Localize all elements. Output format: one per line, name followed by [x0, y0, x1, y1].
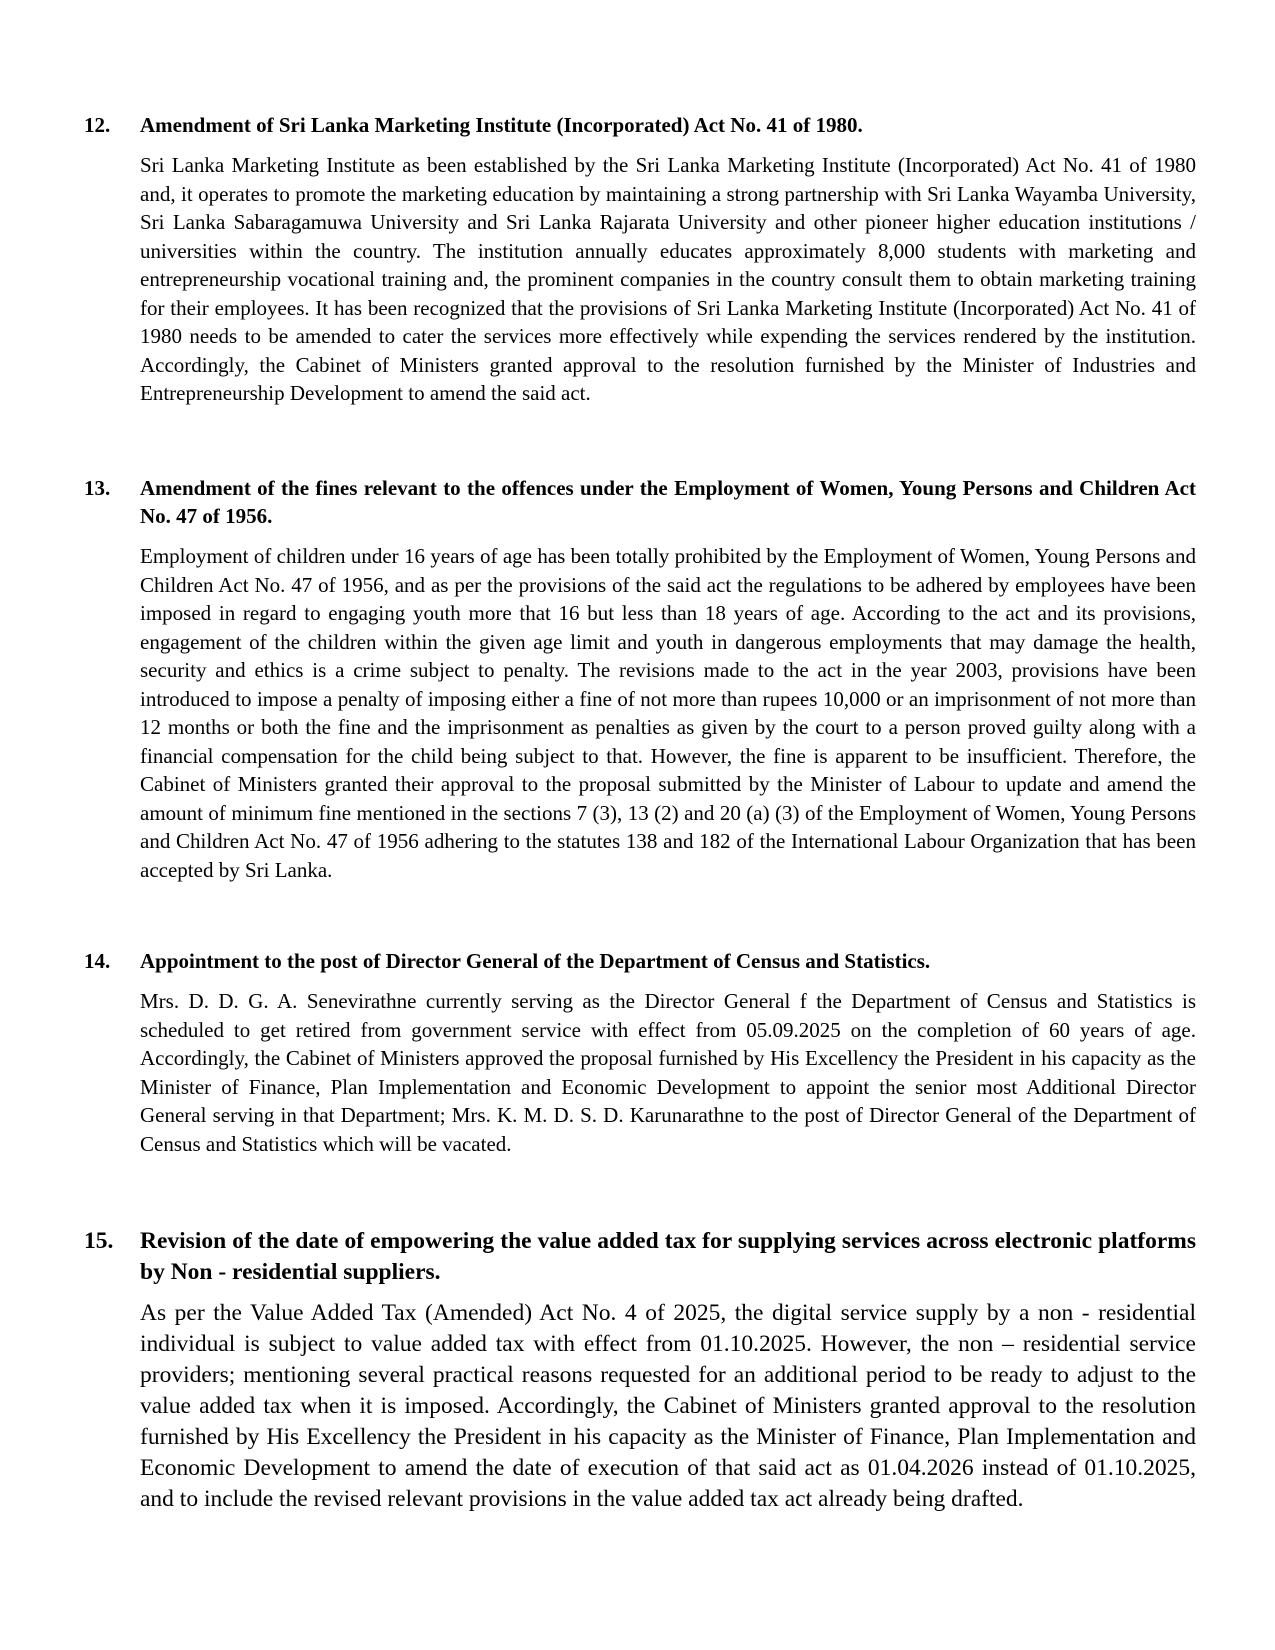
section-number: 12. [84, 113, 111, 137]
section-title: Amendment of the fines relevant to the offences under the Employment of Women, Young Persons and Children Act No. 47 of 1956. [140, 476, 1196, 528]
section-number: 13. [84, 476, 111, 500]
decision-section-14 [84, 947, 1196, 1158]
section-number: 15. [84, 1228, 114, 1254]
section-number: 14. [84, 949, 111, 973]
section-body: Employment of children under 16 years of age has been totally prohibited by the Employment of Women, Young Persons and Children Act No. 47 of 1956, and as per the provisions of the said act the regulations to be adhered by employees have been imposed in regard to engaging youth more that 16 but less than 18 years of age. According to the act and its provisions, engagement of the children within the given age limit and youth in dangerous employments that may damage the health, security and ethics is a crime subject to penalty. The revisions made to the act in the year 2003, provisions have been introduced to impose a penalty of imposing either a fine of not more than rupees 10,000 or an imprisonment of not more than 12 months or both the fine and the imprisonment as penalties as given by the court to a person proved guilty along with a financial compensation for the child being subject to that. However, the fine is apparent to be insufficient. Therefore, the Cabinet of Ministers granted their approval to the proposal submitted by the Minister of Labour to update and amend the amount of minimum fine mentioned in the sections 7 (3), 13 (2) and 20 (a) (3) of the Employment of Women, Young Persons and Children Act No. 47 of 1956 adhering to the statutes 138 and 182 of the International Labour Organization that has been accepted by Sri Lanka. [140, 544, 1196, 882]
section-body: As per the Value Added Tax (Amended) Act No. 4 of 2025, the digital service supply by a non - residential individual is subject to value added tax with effect from 01.10.2025. However, the non – residential service providers; mentioning several practical reasons requested for an additional period to be ready to adjust to the value added tax when it is imposed. Accordingly, the Cabinet of Ministers granted approval to the resolution furnished by His Excellency the President in his capacity as the Minister of Finance, Plan Implementation and Economic Development to amend the date of execution of that said act as 01.04.2026 instead of 01.10.2025, and to include the revised relevant provisions in the value added tax act already being drafted. [140, 1300, 1196, 1512]
decision-section-13 [84, 474, 1196, 884]
section-heading [84, 947, 1196, 975]
section-title: Revision of the date of empowering the value added tax for supplying services across electronic platforms by Non - residential suppliers. [140, 1228, 1196, 1285]
section-heading [84, 474, 1196, 530]
section-body: Sri Lanka Marketing Institute as been established by the Sri Lanka Marketing Institute (Incorporated) Act No. 41 of 1980 and, it operates to promote the marketing education by maintaining a strong partnership with Sri Lanka Wayamba University, Sri Lanka Sabaragamuwa University and Sri Lanka Rajarata University and other pioneer higher education institutions / universities within the country. The institution annually educates approximately 8,000 students with marketing and entrepreneurship vocational training and, the prominent companies in the country consult them to obtain marketing training for their employees. It has been recognized that the provisions of Sri Lanka Marketing Institute (Incorporated) Act No. 41 of 1980 needs to be amended to cater the services more effectively while expending the services rendered by the institution. Accordingly, the Cabinet of Ministers granted approval to the resolution furnished by the Minister of Industries and Entrepreneurship Development to amend the said act. [140, 153, 1196, 405]
section-heading [84, 1226, 1196, 1288]
section-heading [84, 111, 1196, 139]
section-body: Mrs. D. D. G. A. Senevirathne currently serving as the Director General f the Department of Census and Statistics is scheduled to get retired from government service with effect from 05.09.2025 on the completion of 60 years of age. Accordingly, the Cabinet of Ministers approved the proposal furnished by His Excellency the President in his capacity as the Minister of Finance, Plan Implementation and Economic Development to appoint the senior most Additional Director General serving in that Department; Mrs. K. M. D. S. D. Karunarathne to the post of Director General of the Department of Census and Statistics which will be vacated. [140, 989, 1196, 1156]
decision-section-15 [84, 1226, 1196, 1515]
decision-section-12 [84, 111, 1196, 408]
section-title: Appointment to the post of Director General of the Department of Census and Statistics. [140, 949, 931, 973]
section-title: Amendment of Sri Lanka Marketing Institute (Incorporated) Act No. 41 of 1980. [140, 113, 863, 137]
